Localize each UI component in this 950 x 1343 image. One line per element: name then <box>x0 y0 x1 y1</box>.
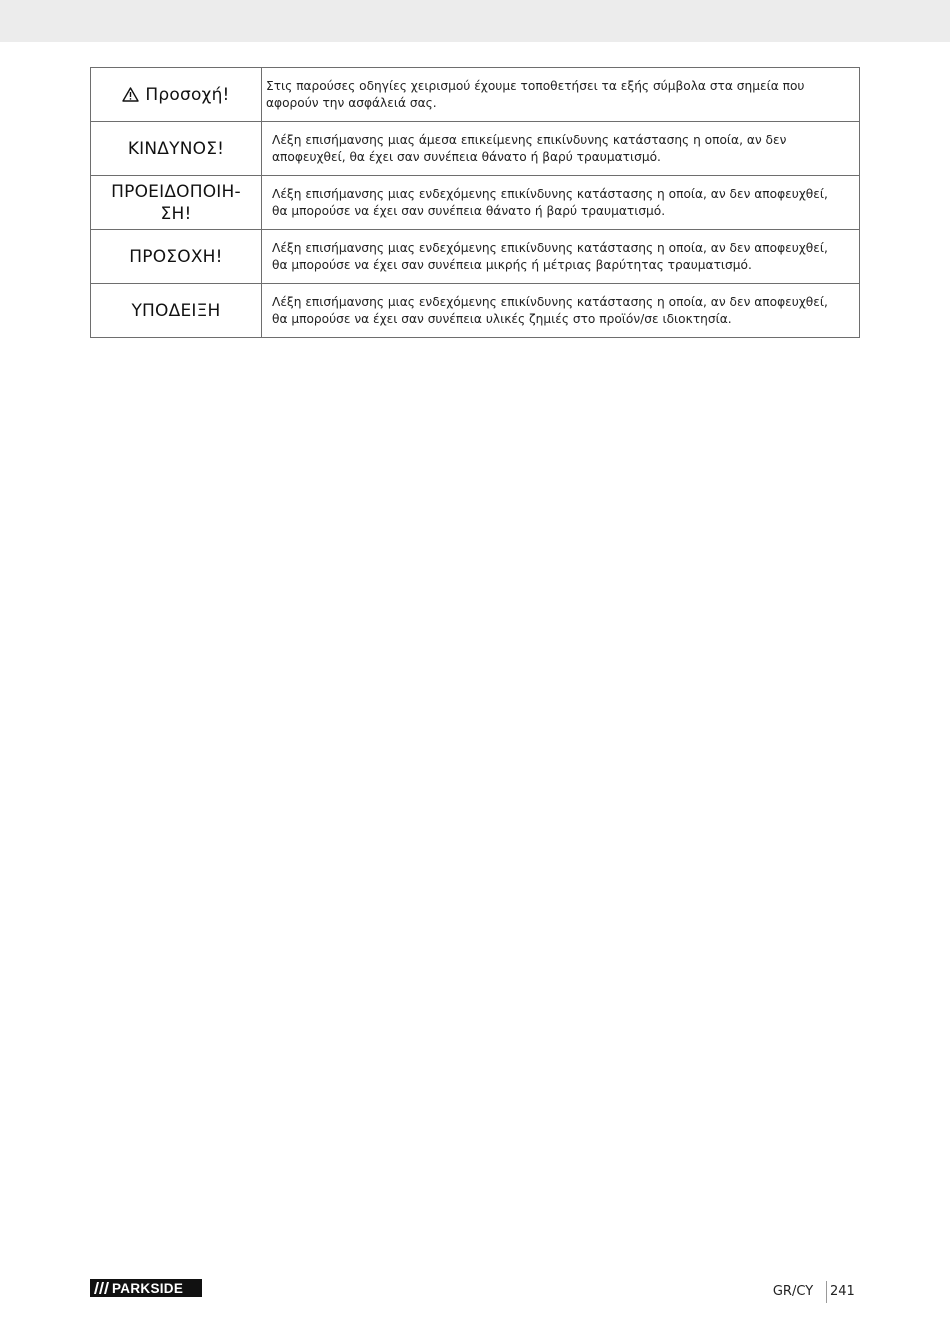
table-row-intro <box>91 68 860 122</box>
signal-word-danger: ΚΙΝΔΥΝΟΣ! <box>91 122 262 176</box>
parkside-logo <box>90 1279 202 1297</box>
intro-text: Στις παρούσες οδηγίες χειρισμού έχουμε τοποθετήσει τα εξής σύμβολα στα σημεία που αφορούν την ασφάλειά σας. <box>262 68 860 122</box>
signal-word-description: Λέξη επισήμανσης μιας άμεσα επικείμενης επικίνδυνης κατάστασης η οποία, αν δεν αποφευχθεί, θα έχει σαν συνέπεια θάνατο ή βαρύ τραυματισμό. <box>262 122 860 176</box>
warning-triangle-icon <box>122 87 139 102</box>
intro-label-cell <box>91 68 262 122</box>
safety-symbols-table <box>90 67 860 338</box>
table-row <box>91 176 860 230</box>
region-code: GR/CY <box>772 1284 814 1299</box>
footer-divider <box>826 1281 827 1303</box>
signal-word-caution: ΠΡΟΣΟΧΗ! <box>91 230 262 284</box>
signal-word-description: Λέξη επισήμανσης μιας ενδεχόμενης επικίνδυνης κατάστασης η οποία, αν δεν αποφευχθεί, θα μπορούσε να έχει σαν συνέπεια υλικές ζημιές στο προϊόν/σε ιδιοκτησία. <box>262 284 860 338</box>
top-header-band <box>0 0 950 42</box>
signal-word-description: Λέξη επισήμανσης μιας ενδεχόμενης επικίνδυνης κατάστασης η οποία, αν δεν αποφευχθεί, θα μπορούσε να έχει σαν συνέπεια θάνατο ή βαρύ τραυματισμό. <box>262 176 860 230</box>
signal-word-description: Λέξη επισήμανσης μιας ενδεχόμενης επικίνδυνης κατάστασης η οποία, αν δεν αποφευχθεί, θα μπορούσε να έχει σαν συνέπεια μικρής ή μέτριας βαρύτητας τραυματισμό. <box>262 230 860 284</box>
brand-text: PARKSIDE <box>112 1281 184 1296</box>
table-row <box>91 230 860 284</box>
table-row <box>91 284 860 338</box>
signal-word-warning: ΠΡΟΕΙΔΟΠΟΙΗ- ΣΗ! <box>91 176 262 230</box>
intro-label: Προσοχή! <box>145 84 230 105</box>
page-number: 241 <box>830 1284 855 1299</box>
table-row <box>91 122 860 176</box>
signal-word-notice: ΥΠΟΔΕΙΞΗ <box>91 284 262 338</box>
